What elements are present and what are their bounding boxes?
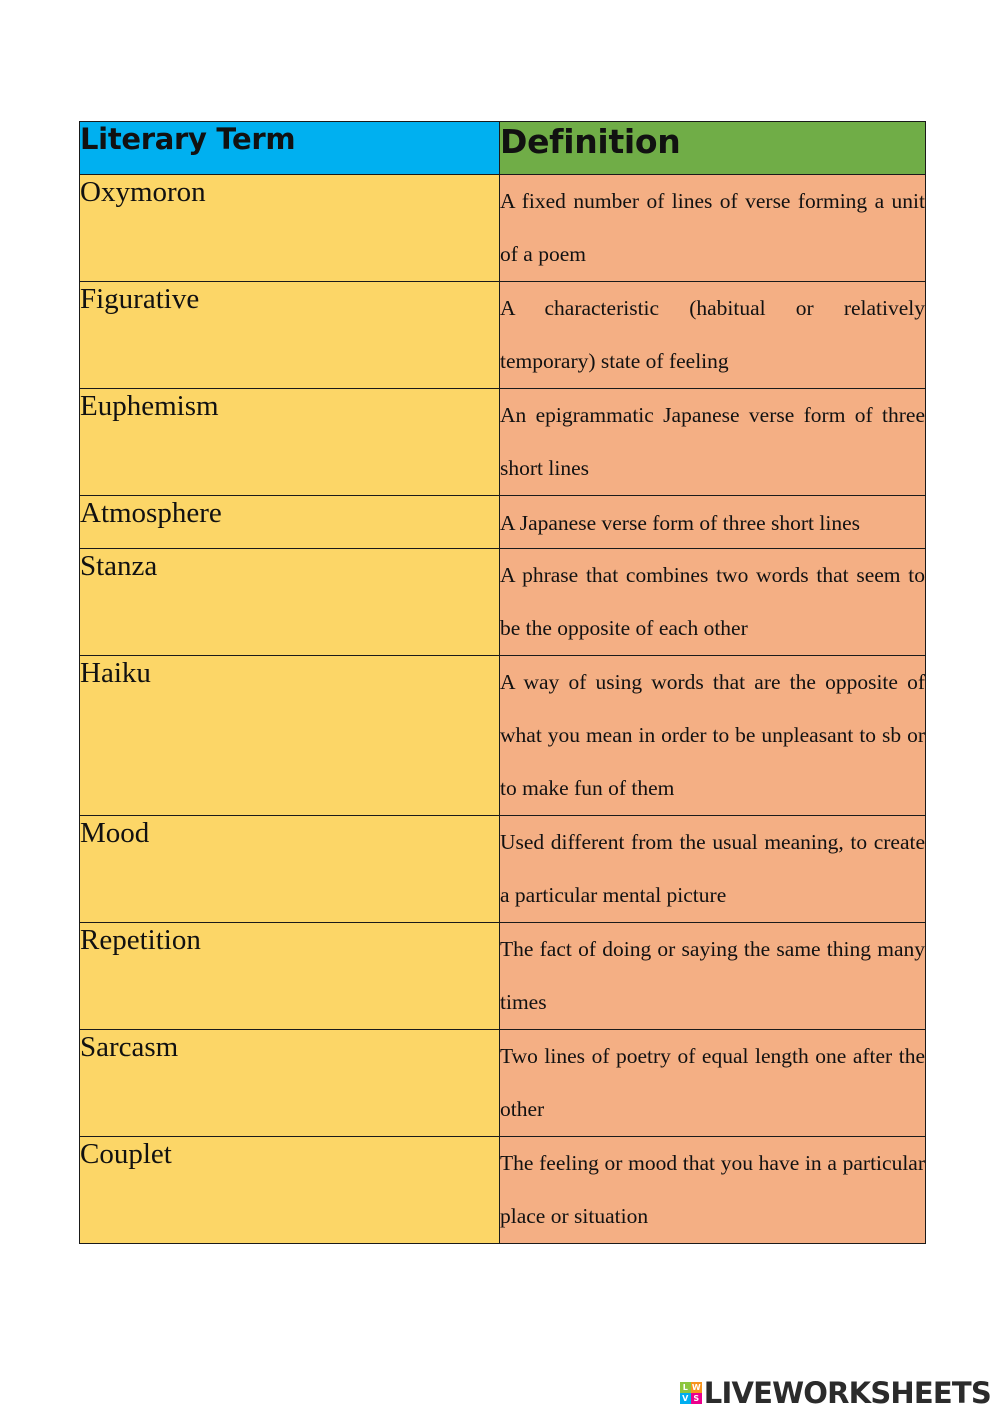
table-row xyxy=(80,282,926,389)
definition-cell[interactable]: Used different from the usual meaning, to create a particular mental picture xyxy=(500,816,926,923)
table-row xyxy=(80,656,926,816)
table-row xyxy=(80,389,926,496)
term-cell[interactable]: Figurative xyxy=(80,282,500,389)
table-row xyxy=(80,1030,926,1137)
table-row xyxy=(80,923,926,1030)
definition-cell[interactable]: The fact of doing or saying the same thing many times xyxy=(500,923,926,1030)
definition-cell[interactable]: A phrase that combines two words that seem to be the opposite of each other xyxy=(500,549,926,656)
definition-cell[interactable]: An epigrammatic Japanese verse form of three short lines xyxy=(500,389,926,496)
table-row xyxy=(80,175,926,282)
table-row xyxy=(80,816,926,923)
term-cell[interactable]: Couplet xyxy=(80,1137,500,1244)
definition-cell[interactable]: A fixed number of lines of verse forming a unit of a poem xyxy=(500,175,926,282)
term-cell[interactable]: Stanza xyxy=(80,549,500,656)
liveworksheets-brand xyxy=(680,1375,991,1411)
term-cell[interactable]: Sarcasm xyxy=(80,1030,500,1137)
term-cell[interactable]: Atmosphere xyxy=(80,496,500,549)
term-cell[interactable]: Repetition xyxy=(80,923,500,1030)
term-cell[interactable]: Euphemism xyxy=(80,389,500,496)
table-row xyxy=(80,549,926,656)
term-cell[interactable]: Mood xyxy=(80,816,500,923)
brand-name: LIVEWORKSHEETS xyxy=(703,1376,991,1410)
term-cell[interactable]: Oxymoron xyxy=(80,175,500,282)
definition-cell[interactable]: A characteristic (habitual or relatively temporary) state of feeling xyxy=(500,282,926,389)
literary-terms-table xyxy=(79,121,926,1244)
term-cell[interactable]: Haiku xyxy=(80,656,500,816)
header-literary-term: Literary Term xyxy=(80,122,500,175)
header-definition: Definition xyxy=(500,122,926,175)
definition-cell[interactable]: A way of using words that are the opposite of what you mean in order to be unpleasant to sb or to make fun of them xyxy=(500,656,926,816)
definition-cell[interactable]: Two lines of poetry of equal length one after the other xyxy=(500,1030,926,1137)
definition-cell[interactable]: A Japanese verse form of three short lines xyxy=(500,496,926,549)
table-row xyxy=(80,1137,926,1244)
table-row xyxy=(80,496,926,549)
header-row xyxy=(80,122,926,175)
definition-cell[interactable]: The feeling or mood that you have in a particular place or situation xyxy=(500,1137,926,1244)
liveworksheets-logo-icon: L W V S xyxy=(680,1382,702,1404)
